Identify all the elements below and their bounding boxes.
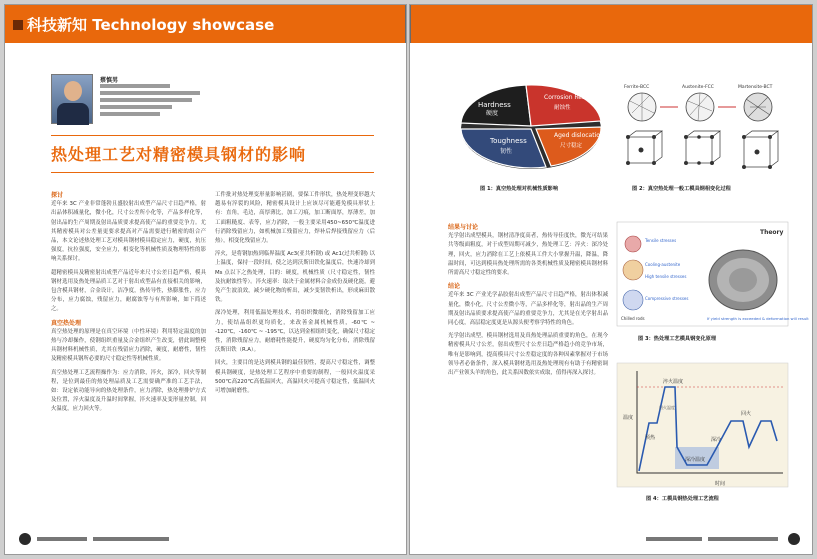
author-bio-line — [100, 105, 172, 109]
pie-label: Toughness — [490, 137, 527, 145]
header-band — [410, 5, 812, 43]
author-photo — [51, 74, 93, 124]
stress-label: High tensile stresses — [645, 274, 687, 279]
paragraph: 回火，主要目的是达到模具钢的最佳韧性，提高尺寸稳定性，调整模具钢硬度，是热处理工艺程序中重要的制程，一般回火温度采500℃高220℃高低温回火，高温回火可提高寸稳定性，低温回火可增加耐磨性。 — [215, 360, 375, 395]
paragraph: 真空热处理的原理是在真空环境（中性环境）利用特定温度的加热与冷却操作，使钢组织重量及合金组织产生改变，借此调整模具钢材料机械性质，尤其在残留应力消除，硬度，耐磨性，韧性及精密模具钢所必要的尺寸稳定性等机械性质。 — [51, 328, 206, 363]
quench-label: 淬火温度 — [663, 379, 684, 385]
header-square-icon — [13, 20, 23, 30]
temper-temp-label: 回火温度 — [659, 405, 675, 410]
figure-4-caption: 图 4：工模具钢热处理工艺流程 — [646, 496, 719, 502]
paragraph: 近年来 3C 产业非常蓬勃且盛胶射出成型产品尺寸日趋严格，射出品体积减量化，微小化，尺寸公差所小化等，产品多样化等，射出品的生产周期及射出品质要求提高使产品的重要竞争力。尤其精密模具对公差量更要求提高对产品需要进行精密的组合产品，本文论述热处理工艺对模具钢材模具稳定应力，硬度，抗压强度，抗拉强度，安全应力，相变化等机械性质及物理特性的影响关系探讨。 — [51, 201, 206, 263]
figure-1-caption: 图 1：真空热处理对机械性质影响 — [480, 186, 559, 192]
pie-label-cn: 耐蚀性 — [554, 105, 571, 111]
cryo-zone-label: 深冷温度 — [685, 457, 706, 463]
paragraph: 光学射出成型模具，钢材清净度高者，热传导佳度快，微光可结果共等级面粗度，对于成型周期可减少，热处理工艺：淬火：深冷处理，回火，应力消除在工艺上依模具工件大小掌握升温，降温，降温时间，可达到模具热处理所需的各类机械性质及精密模具钢材料所需高尺寸稳定性的要求。 — [448, 233, 608, 277]
paragraph: 淬火，是将钢加热到临界温度 Ac3(亚共析钢) 或 Ac1(过共析钢) 以上温度，保持一段时间，使之达到沃斯田铁化温度后，快速冷却到 Ms 点以下之热处理，目的：硬度，机械性质（尺寸稳定性，韧性及抗耐蚀性等）。淬火速率：取决于金属材料合金成份及硬化能，避免产生波浪效，减少硬化物的析出，减少变韧铁析出，形成麻田散铁。 — [215, 251, 375, 304]
figure-4-process-chart — [615, 361, 790, 489]
footer-bar — [37, 537, 87, 541]
pie-label-cn: 硬度 — [486, 110, 499, 117]
article-column-2 — [215, 191, 375, 400]
title-rule-bottom — [51, 172, 374, 173]
left-page — [4, 4, 407, 555]
figure-2-phase-diagram — [620, 81, 790, 176]
title-rule-top — [51, 135, 374, 136]
preheat-label: 预热 — [645, 435, 656, 441]
figure-1-pie — [456, 71, 606, 175]
section-heading: 结论 — [448, 283, 461, 291]
phase-label: Martensite-BCT — [738, 85, 773, 90]
page-number-dot — [788, 533, 800, 545]
article-title: 热处理工艺对精密模具钢材的影响 — [51, 145, 307, 164]
header-band — [5, 5, 406, 43]
author-bio-line — [100, 98, 192, 102]
theory-label: Theory — [760, 229, 784, 236]
article-column-3 — [448, 223, 608, 382]
article-column-1 — [51, 191, 206, 419]
page-number-dot — [19, 533, 31, 545]
footer-bar — [93, 537, 169, 541]
paragraph: 深冷处理，利用低温处理技术，将组织微细化，消除残留加工应力，使结晶组织更均质化，来改善金属机械性质，-60℃ ~ -120℃，-160℃ ~ -195℃，以达到金相组织变化，确保尺寸稳定性，消除残留应力，耐磨耗性能提升，硬度均匀化分布，消除残留沃斯田铁（R.A）。 — [215, 310, 375, 354]
stress-label: Cooling-austenite — [645, 262, 681, 267]
pie-label-cn: 韧性 — [500, 148, 513, 155]
figure-2-caption: 图 2：真空热处理一般工模具钢相变化过程 — [632, 186, 731, 192]
section-heading: 结果与讨论 — [448, 224, 479, 231]
x-axis-label: 时间 — [715, 481, 726, 487]
author-bio-line — [100, 112, 160, 116]
phase-label: Austenite-FCC — [682, 85, 714, 90]
section-heading: 真空热处理 — [51, 319, 82, 327]
pie-label-cn: 尺寸稳定 — [560, 143, 583, 149]
header-title: 科技新知 Technology showcase — [27, 16, 275, 34]
y-axis-label: 温度 — [623, 415, 634, 421]
author-name: 蔡慎男 — [100, 77, 119, 84]
author-bio-line — [100, 91, 200, 95]
stress-label: Tensile stresses — [645, 238, 677, 243]
figure-3-theory-diagram — [615, 220, 809, 330]
right-page — [409, 4, 813, 555]
header-divider — [405, 5, 406, 43]
pie-label: Corrosion Resistant — [544, 94, 603, 101]
cryo-label: 深冷 — [711, 437, 722, 443]
pie-label: Hardness — [478, 101, 511, 109]
phase-label: Ferrite-BCC — [624, 85, 650, 90]
paragraph: 真空热处理工艺流程操作为：应力消除，淬火，深冷，回火等制程，是位到最佳的热处理品质及工艺需要确严准的工艺手法，如：设定依功能导向的热处理条件，应力消除，热处理排炉方式及位置，淬火温度及升温时间掌握，淬火速率及变形量控制，回火温度，应力回火等。 — [51, 369, 206, 413]
header-divider — [410, 5, 411, 43]
paragraph: 光学射出成型，模具钢材选用及真热处理品质重要的角色，在现今精密模具尺寸公差，射出成型尺寸公差日趋严格趋小的竞争市场，唯有是影响到，提高模具尺寸公差稳定度的各种因素掌握对于市场领导者必备条件，深入模具钢材选用及热处理现有有助于有精密调出产业领头羊的角色，此关系因数依实成取，值得再深入探讨。 — [448, 333, 608, 377]
paragraph: 近年来 3C 产业光学品胶射出成型产品尺寸日趋严格，射出体积减量化，微小化，尺寸公差微小等，产品多样化等，射出品的生产周期及射出品质要求提高使产品的重要竞争力，尤其是在光学射出品同心度，高层稳定度更是从源头便考察学特性的角色。 — [448, 292, 608, 327]
paragraph: 超精密模具及精密射出成型产品近年来尺寸公差日趋严格，模具钢材选用及热处理品质工艺对于射出成型品有直接相关的影响，包含模具钢材，合金设计，洁净度，热传导性，热膨胀性，应力分布，应力腐蚀，残留应力，耐腐蚀等与有所影响，如下简述之。 — [51, 269, 206, 313]
footer-bar — [646, 537, 702, 541]
stress-note: If yield strength is exceeded & deformation will result — [707, 316, 809, 321]
stress-label: Chilled rods — [621, 316, 645, 321]
stress-label: Compressive stresses — [645, 296, 689, 301]
footer-bar — [708, 537, 778, 541]
paragraph: 工件批对热处理变形量影响甚剧，要保工件形状，热处理变形越大越易有淬裂的风险，精密模具设计上应该尽可能避免模具形状上有：直角，毛边，高厚薄比，加工刀痕，加工断面厚，厚薄差，加工面粗糙度、表等，应力消除，一般主要采用450~650℃温度进行消除残留应力，如机械加工残留应力，焊补后焊接残留应力（后热），相变化残留应力。 — [215, 192, 375, 245]
author-bio-line — [100, 84, 170, 88]
temper-label: 回火 — [741, 411, 752, 417]
section-heading: 探讨 — [51, 192, 64, 199]
figure-3-caption: 图 3：热处理工艺模具钢变化原理 — [638, 336, 717, 342]
pie-label: Aged dislocation — [554, 132, 604, 139]
